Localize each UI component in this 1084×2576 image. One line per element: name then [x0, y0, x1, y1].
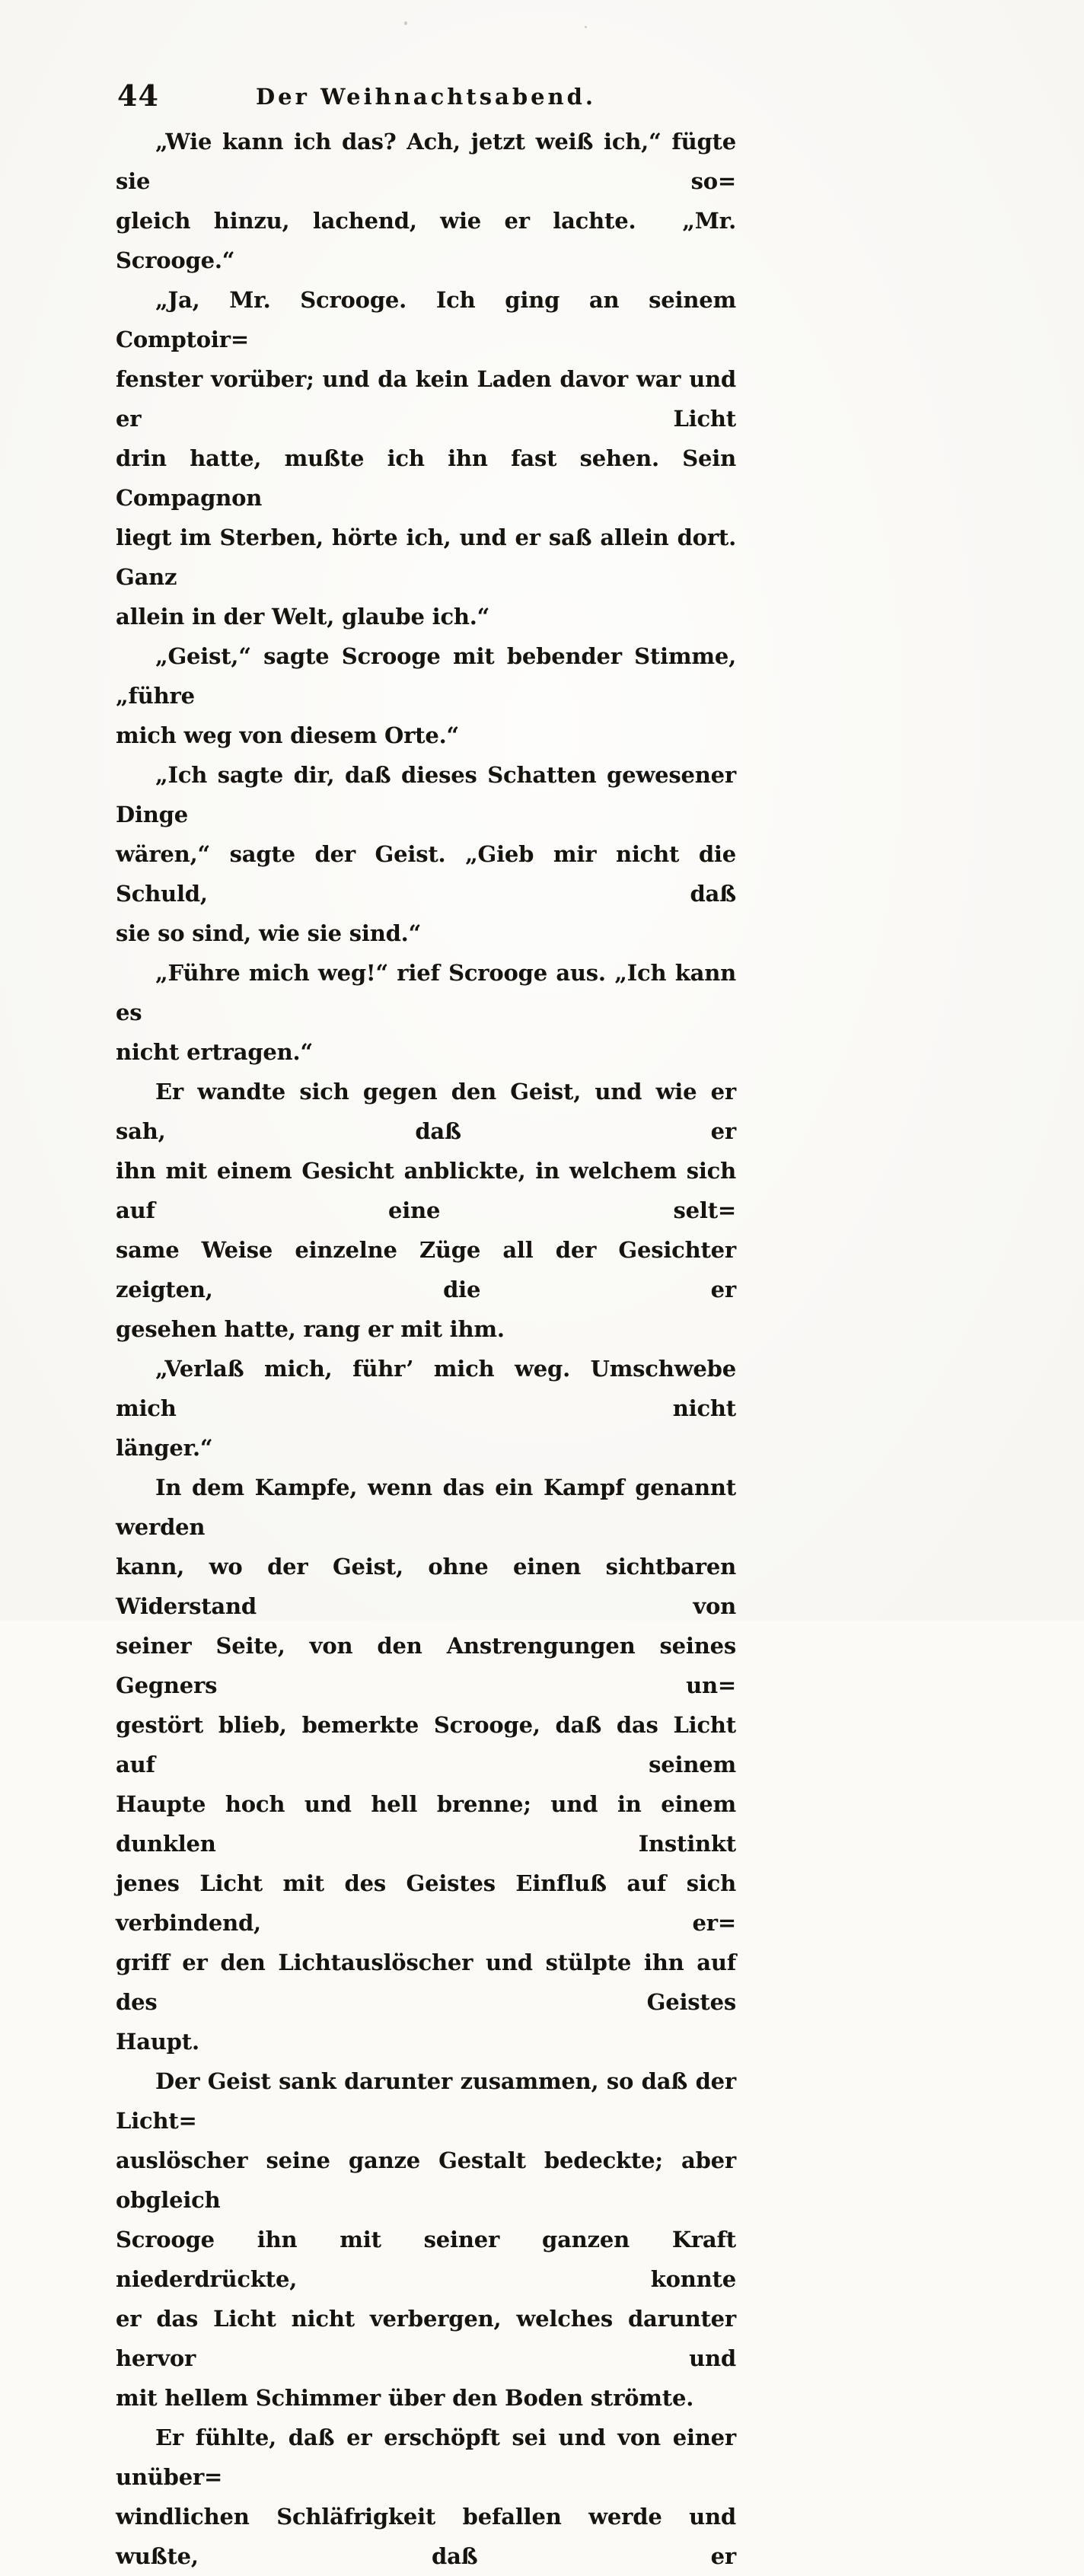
running-title: Der Weihnachtsabend. — [255, 84, 597, 110]
text-line: gleich hinzu, lachend, wie er lachte. „Mr. Scrooge.“ — [116, 208, 744, 273]
paragraph — [116, 636, 736, 755]
paragraph — [116, 122, 744, 280]
text-line: „Ich sagte dir, daß dieses Schatten gewesener Dinge — [116, 762, 736, 827]
paragraph — [116, 1072, 736, 1349]
scan-speck — [404, 21, 407, 25]
text-line: auslöscher seine ganze Gestalt bedeckte; aber obgleich — [116, 2147, 736, 2213]
text-block — [116, 122, 744, 2576]
text-line: fenster vorüber; und da kein Laden davor war und er Licht — [116, 366, 736, 432]
text-line: In dem Kampfe, wenn das ein Kampf genannt werden — [116, 1475, 736, 1540]
text-line: wären,“ sagte der Geist. „Gieb mir nicht die Schuld, daß — [116, 841, 736, 907]
text-line: kann, wo der Geist, ohne einen sichtbaren Widerstand von — [116, 1554, 736, 1619]
paragraph — [116, 280, 736, 636]
text-line: jenes Licht mit des Geistes Einfluß auf sich verbindend, er= — [116, 1870, 736, 1936]
text-line: „Führe mich weg!“ rief Scrooge aus. „Ich kann es — [116, 960, 736, 1025]
text-line: Haupte hoch und hell brenne; und in einem dunklen Instinkt — [116, 1791, 736, 1857]
text-line: allein in der Welt, glaube ich.“ — [116, 604, 490, 630]
paragraph — [116, 953, 736, 1072]
text-line: gestört blieb, bemerkte Scrooge, daß das Licht auf seinem — [116, 1712, 736, 1777]
scan-speck — [585, 26, 587, 28]
paragraph — [116, 2418, 736, 2576]
paragraph — [116, 755, 736, 953]
text-line: Er wandte sich gegen den Geist, und wie er sah, daß er — [116, 1079, 736, 1144]
text-line: „Verlaß mich, führ’ mich weg. Umschwebe mich nicht — [116, 1356, 736, 1421]
page-header — [116, 78, 736, 116]
text-line: Der Geist sank darunter zusammen, so daß der Licht= — [116, 2068, 736, 2134]
paragraph — [116, 2061, 736, 2418]
text-line: ihn mit einem Gesicht anblickte, in welchem sich auf eine selt= — [116, 1158, 736, 1223]
text-line: „Ja, Mr. Scrooge. Ich ging an seinem Comptoir= — [116, 287, 736, 352]
page-number: 44 — [117, 78, 159, 113]
text-line: nicht ertragen.“ — [116, 1039, 313, 1065]
text-line: mit hellem Schimmer über den Boden strömte. — [116, 2385, 694, 2411]
text-line: Scrooge ihn mit seiner ganzen Kraft niederdrückte, konnte — [116, 2227, 736, 2292]
paragraph — [116, 1349, 736, 1468]
text-line: drin hatte, mußte ich ihn fast sehen. Sein Compagnon — [116, 445, 736, 511]
text-line: gesehen hatte, rang er mit ihm. — [116, 1316, 505, 1342]
text-line: „Geist,“ sagte Scrooge mit bebender Stimme, „führe — [116, 643, 736, 709]
text-line: er das Licht nicht verbergen, welches darunter hervor und — [116, 2306, 736, 2371]
text-line: same Weise einzelne Züge all der Gesichter zeigten, die er — [116, 1237, 736, 1302]
text-line: Haupt. — [116, 2029, 199, 2055]
text-line: griff er den Lichtauslöscher und stülpte ihn auf des Geistes — [116, 1950, 736, 2015]
text-line: mich weg von diesem Orte.“ — [116, 722, 459, 748]
text-line: „Wie kann ich das? Ach, jetzt weiß ich,“ fügte sie so= — [116, 129, 736, 194]
text-line: windlichen Schläfrigkeit befallen werde und wußte, daß er — [116, 2504, 736, 2569]
text-line: liegt im Sterben, hörte ich, und er saß allein dort. Ganz — [116, 524, 736, 590]
text-line: sie so sind, wie sie sind.“ — [116, 920, 422, 946]
text-line: länger.“ — [116, 1435, 213, 1461]
paragraph — [116, 1468, 736, 2061]
text-line: seiner Seite, von den Anstrengungen seines Gegners un= — [116, 1633, 736, 1698]
text-line: Er fühlte, daß er erschöpft sei und von einer unüber= — [116, 2425, 736, 2490]
